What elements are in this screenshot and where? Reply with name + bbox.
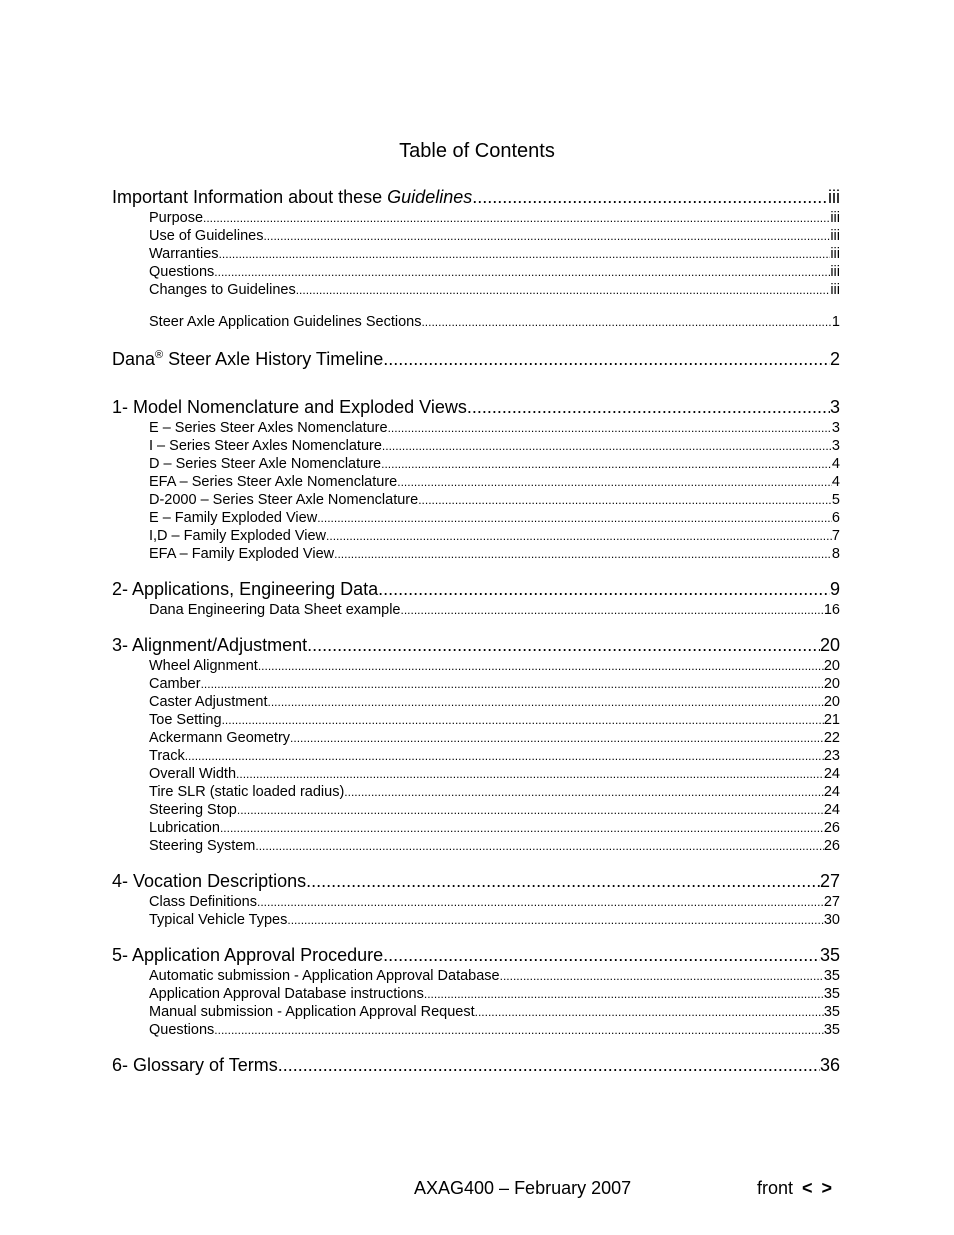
toc-section-5 <box>112 943 840 1039</box>
toc-subentry-label: Track <box>149 748 185 764</box>
toc-subentry-label: Warranties <box>149 246 219 262</box>
dot-leader <box>344 783 824 801</box>
toc-subentry[interactable] <box>112 801 840 819</box>
toc-subentry-page: 26 <box>823 820 840 836</box>
next-page-button[interactable]: > <box>821 1178 833 1198</box>
toc-entry-page: 27 <box>819 871 840 891</box>
toc-subentry-page: 30 <box>823 912 840 928</box>
dot-leader <box>307 633 820 657</box>
toc-subentry[interactable] <box>112 263 840 281</box>
toc-subentry-label: Overall Width <box>149 766 237 782</box>
toc-section-6 <box>112 1053 840 1077</box>
toc-entry[interactable] <box>112 869 840 893</box>
toc-entry[interactable] <box>112 347 840 371</box>
previous-page-button[interactable]: < <box>802 1178 813 1198</box>
toc-subentry-page: 5 <box>831 492 840 508</box>
toc-subentry-page: iii <box>830 264 840 280</box>
dot-leader <box>220 819 824 837</box>
toc-subentry-label: I – Series Steer Axles Nomenclature <box>149 438 382 454</box>
page-navigation <box>757 1178 832 1199</box>
toc-subentry-label: Dana Engineering Data Sheet example <box>149 602 401 618</box>
toc-subentry-page: iii <box>830 282 840 298</box>
dot-leader <box>500 967 824 985</box>
dot-leader <box>203 209 830 227</box>
toc-subentry[interactable] <box>112 693 840 711</box>
toc-subentry[interactable] <box>112 675 840 693</box>
dot-leader <box>219 245 831 263</box>
toc-entry-label: 4- Vocation Descriptions <box>112 871 307 891</box>
dot-leader <box>214 1021 824 1039</box>
table-of-contents <box>112 185 840 1077</box>
toc-entry-page: 36 <box>819 1055 840 1075</box>
toc-subentry-label: EFA – Family Exploded View <box>149 546 335 562</box>
dot-leader <box>383 943 820 967</box>
toc-subentry[interactable] <box>112 911 840 929</box>
toc-entry[interactable] <box>112 1053 840 1077</box>
toc-entry[interactable] <box>112 395 840 419</box>
dot-leader <box>214 263 830 281</box>
toc-section-history <box>112 347 840 371</box>
toc-entry[interactable] <box>112 633 840 657</box>
dot-leader <box>255 837 823 855</box>
toc-subentry[interactable] <box>112 509 840 527</box>
toc-subentry[interactable] <box>112 601 840 619</box>
toc-subentry-page: iii <box>830 210 840 226</box>
toc-subentry-label: Tire SLR (static loaded radius) <box>149 784 345 800</box>
toc-subentry-page: 35 <box>823 1022 840 1038</box>
toc-subentry[interactable] <box>112 455 840 473</box>
toc-entry-page: 9 <box>829 579 840 599</box>
dot-leader <box>258 657 824 675</box>
toc-subentry[interactable] <box>112 491 840 509</box>
toc-subentry-label: Wheel Alignment <box>149 658 258 674</box>
toc-subentry[interactable] <box>112 437 840 455</box>
dot-leader <box>222 711 824 729</box>
toc-subentry-label: Ackermann Geometry <box>149 730 291 746</box>
toc-subentry-page: 3 <box>831 420 840 436</box>
front-link[interactable]: front <box>757 1178 794 1198</box>
toc-subentry-page: iii <box>830 228 840 244</box>
toc-subentry-label: Application Approval Database instructions <box>149 986 424 1002</box>
toc-subentry-page: iii <box>830 246 840 262</box>
dot-leader <box>263 227 830 245</box>
toc-subentry-page: 24 <box>823 802 840 818</box>
toc-subentry-page: 3 <box>831 438 840 454</box>
toc-subentry-page: 4 <box>831 474 840 490</box>
toc-subentry-page: 26 <box>823 838 840 854</box>
toc-subentry-page: 6 <box>831 510 840 526</box>
toc-section-4 <box>112 869 840 929</box>
toc-subentry-label: Automatic submission - Application Approval Database <box>149 968 500 984</box>
toc-subentry-label: Steering Stop <box>149 802 237 818</box>
dot-leader <box>237 801 824 819</box>
dot-leader <box>201 675 824 693</box>
dot-leader <box>424 985 824 1003</box>
toc-subentry-page: 24 <box>823 784 840 800</box>
toc-subentry-page: 21 <box>823 712 840 728</box>
toc-entry-page: 3 <box>829 397 840 417</box>
dot-leader <box>388 419 832 437</box>
toc-subentry[interactable] <box>112 281 840 299</box>
toc-subentry-page: 22 <box>823 730 840 746</box>
toc-subentry[interactable] <box>112 313 840 331</box>
toc-subentry-page: 1 <box>831 314 840 330</box>
toc-subentry[interactable] <box>112 985 840 1003</box>
toc-subentry[interactable] <box>112 711 840 729</box>
dot-leader <box>382 437 832 455</box>
dot-leader <box>381 455 832 473</box>
toc-subentry-page: 8 <box>831 546 840 562</box>
dot-leader <box>278 1053 820 1077</box>
dot-leader <box>467 395 830 419</box>
dot-leader <box>397 473 832 491</box>
dot-leader <box>326 527 832 545</box>
dot-leader <box>418 491 832 509</box>
toc-entry[interactable] <box>112 577 840 601</box>
toc-subentry-page: 24 <box>823 766 840 782</box>
toc-section-2 <box>112 577 840 619</box>
toc-subentry[interactable] <box>112 473 840 491</box>
dot-leader <box>236 765 824 783</box>
toc-subentry[interactable] <box>112 1003 840 1021</box>
toc-subentry[interactable] <box>112 545 840 563</box>
toc-subentry[interactable] <box>112 967 840 985</box>
dot-leader <box>306 869 820 893</box>
toc-subentry-page: 20 <box>823 658 840 674</box>
dot-leader <box>296 281 831 299</box>
toc-entry-label: 5- Application Approval Procedure <box>112 945 384 965</box>
toc-subentry[interactable] <box>112 657 840 675</box>
dot-leader <box>317 509 832 527</box>
toc-subentry[interactable] <box>112 1021 840 1039</box>
toc-subentry-label: E – Family Exploded View <box>149 510 318 526</box>
toc-entry-label: 1- Model Nomenclature and Exploded Views <box>112 397 467 417</box>
toc-subentry-page: 4 <box>831 456 840 472</box>
toc-section-important-information <box>112 185 840 331</box>
toc-subentry-page: 27 <box>823 894 840 910</box>
toc-subentry-label: Steering System <box>149 838 256 854</box>
dot-leader <box>287 911 823 929</box>
toc-entry-label: Dana® Steer Axle History Timeline <box>112 349 384 369</box>
toc-entry[interactable] <box>112 185 840 209</box>
document-id: AXAG400 – February 2007 <box>414 1178 632 1198</box>
toc-entry-label: Important Information about these Guidelines <box>112 187 473 207</box>
toc-subentry-label: D – Series Steer Axle Nomenclature <box>149 456 382 472</box>
toc-subentry-label: I,D – Family Exploded View <box>149 528 327 544</box>
toc-subentry[interactable] <box>112 765 840 783</box>
dot-leader <box>290 729 824 747</box>
toc-entry-page: 35 <box>819 945 840 965</box>
toc-entry-label: 3- Alignment/Adjustment <box>112 635 308 655</box>
dot-leader <box>383 347 830 371</box>
toc-subentry-label: Purpose <box>149 210 204 226</box>
toc-subentry-page: 20 <box>823 676 840 692</box>
dot-leader <box>401 601 824 619</box>
toc-subentry-label: Typical Vehicle Types <box>149 912 288 928</box>
toc-subentry-label: Caster Adjustment <box>149 694 268 710</box>
dot-leader <box>421 313 831 331</box>
toc-subentry-label: Steer Axle Application Guidelines Sections <box>149 314 422 330</box>
dot-leader <box>475 1003 824 1021</box>
dot-leader <box>257 893 824 911</box>
toc-subentry-page: 35 <box>823 968 840 984</box>
toc-entry-page: iii <box>828 187 840 207</box>
dot-leader <box>267 693 823 711</box>
toc-subentry[interactable] <box>112 729 840 747</box>
toc-entry-label: 6- Glossary of Terms <box>112 1055 278 1075</box>
toc-subentry-label: Questions <box>149 264 215 280</box>
toc-subentry[interactable] <box>112 527 840 545</box>
toc-subentry[interactable] <box>112 209 840 227</box>
toc-subentry[interactable] <box>112 893 840 911</box>
toc-subentry[interactable] <box>112 783 840 801</box>
toc-subentry-label: Lubrication <box>149 820 220 836</box>
toc-subentry[interactable] <box>112 747 840 765</box>
toc-subentry-label: D-2000 – Series Steer Axle Nomenclature <box>149 492 419 508</box>
dot-leader <box>334 545 832 563</box>
toc-entry-page: 2 <box>829 349 840 369</box>
toc-subentry-label: Toe Setting <box>149 712 222 728</box>
toc-subentry-page: 23 <box>823 748 840 764</box>
toc-subentry[interactable] <box>112 245 840 263</box>
dot-leader <box>185 747 824 765</box>
toc-subentry-page: 35 <box>823 1004 840 1020</box>
toc-subentry-page: 7 <box>831 528 840 544</box>
toc-subentry[interactable] <box>112 419 840 437</box>
toc-subentry-label: Class Definitions <box>149 894 257 910</box>
dot-leader <box>472 185 828 209</box>
toc-subentry[interactable] <box>112 819 840 837</box>
toc-subentry-page: 35 <box>823 986 840 1002</box>
toc-entry[interactable] <box>112 943 840 967</box>
toc-entry-page: 20 <box>819 635 840 655</box>
toc-subentry-page: 20 <box>823 694 840 710</box>
toc-section-3 <box>112 633 840 855</box>
toc-subentry-label: Use of Guidelines <box>149 228 264 244</box>
toc-subentry-label: Camber <box>149 676 201 692</box>
toc-subentry-page: 16 <box>823 602 840 618</box>
toc-section-1 <box>112 395 840 563</box>
dot-leader <box>378 577 830 601</box>
page-title: Table of Contents <box>399 140 555 162</box>
toc-subentry-label: Questions <box>149 1022 215 1038</box>
toc-subentry[interactable] <box>112 837 840 855</box>
toc-subentry-label: EFA – Series Steer Axle Nomenclature <box>149 474 398 490</box>
toc-subentry-label: Changes to Guidelines <box>149 282 296 298</box>
toc-subentry[interactable] <box>112 227 840 245</box>
toc-subentry-label: Manual submission - Application Approval Request <box>149 1004 475 1020</box>
toc-subentry-label: E – Series Steer Axles Nomenclature <box>149 420 388 436</box>
toc-entry-label: 2- Applications, Engineering Data <box>112 579 379 599</box>
